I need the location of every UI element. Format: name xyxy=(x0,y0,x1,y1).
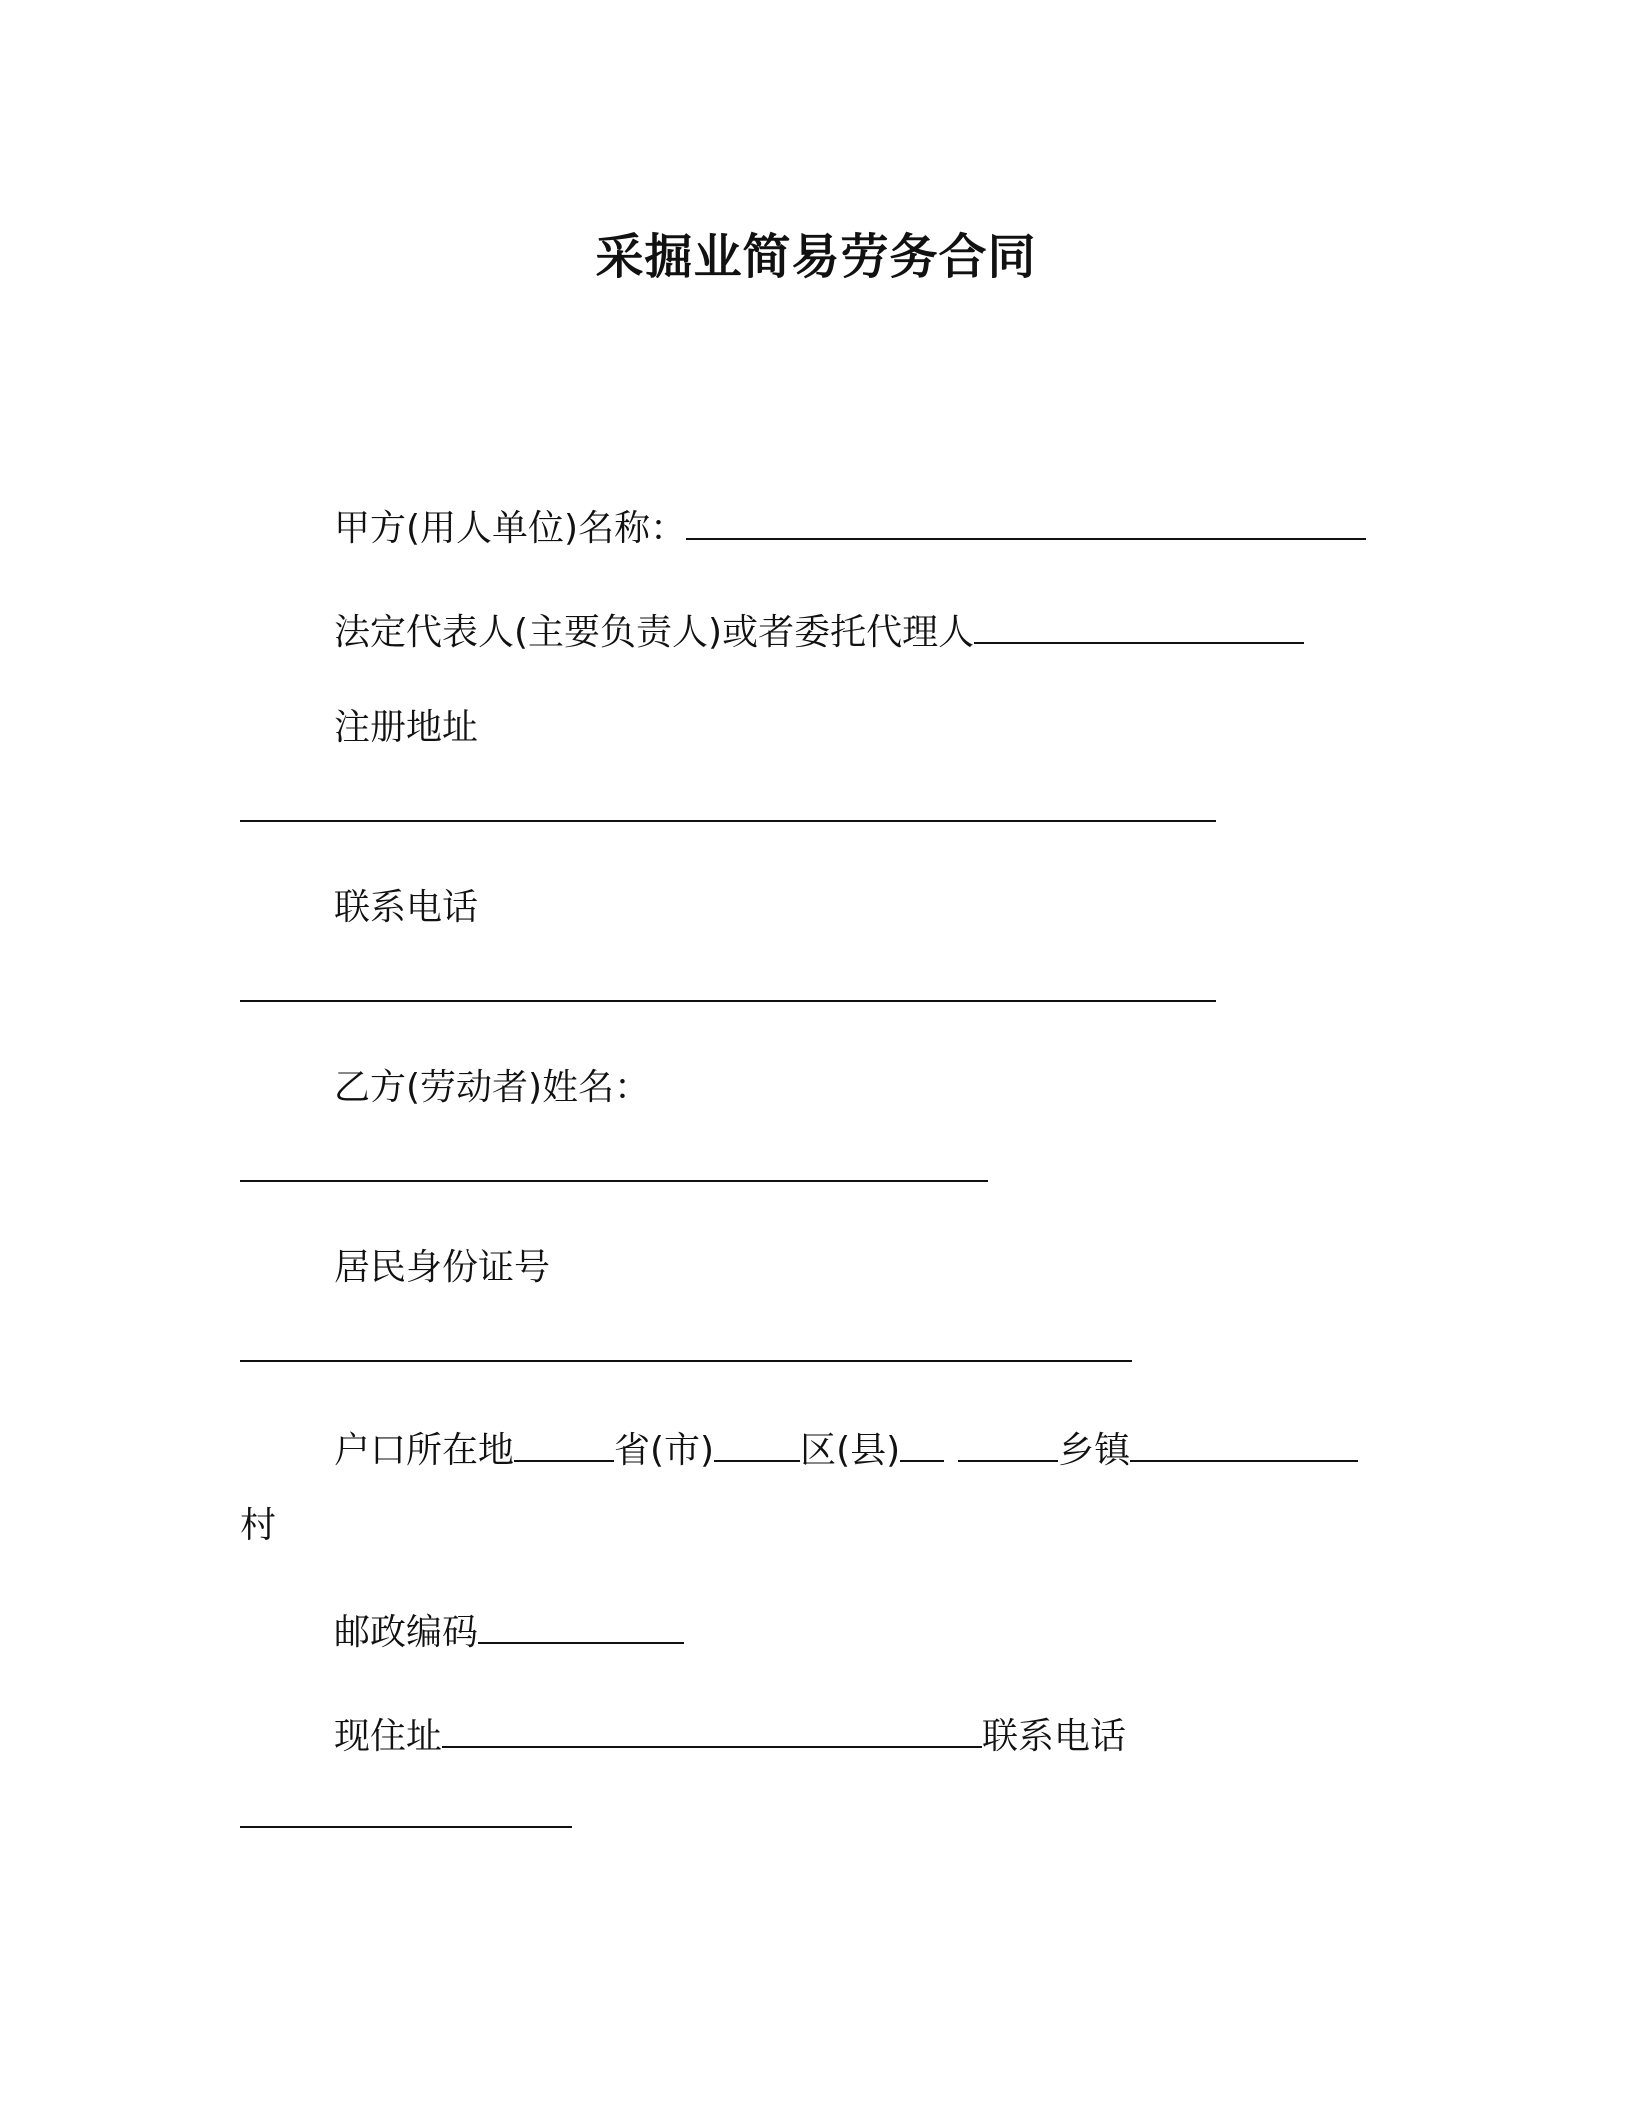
postcode-field[interactable] xyxy=(478,1608,684,1644)
phone-a-label: 联系电话 xyxy=(334,887,479,928)
legal-rep-row xyxy=(334,608,1304,655)
id-number-label: 居民身份证号 xyxy=(334,1247,551,1288)
party-a-name-label: 甲方(用人单位)名称： xyxy=(334,508,687,549)
household-district-label: 区(县) xyxy=(800,1430,901,1471)
household-blank-2[interactable] xyxy=(714,1426,800,1462)
household-town-label: 乡镇 xyxy=(1058,1430,1131,1471)
party-b-name-row xyxy=(334,1066,650,1110)
household-row xyxy=(334,1426,1358,1473)
phone-a-field-row xyxy=(240,966,1216,1013)
household-blank-3[interactable] xyxy=(900,1426,944,1462)
phone-b-field-row xyxy=(240,1792,572,1839)
postcode-label: 邮政编码 xyxy=(334,1612,479,1653)
party-a-name-field[interactable] xyxy=(686,504,1366,540)
document-title: 采掘业简易劳务合同 xyxy=(595,229,1037,285)
phone-b-label: 联系电话 xyxy=(982,1716,1127,1757)
party-b-name-field-row xyxy=(240,1146,988,1193)
household-label: 户口所在地 xyxy=(334,1430,515,1471)
phone-a-field[interactable] xyxy=(240,966,1216,1002)
current-address-field[interactable] xyxy=(442,1712,982,1748)
legal-rep-label: 法定代表人(主要负责人)或者委托代理人 xyxy=(334,612,975,653)
household-blank-1[interactable] xyxy=(514,1426,614,1462)
household-blank-5[interactable] xyxy=(1130,1426,1358,1462)
current-address-row xyxy=(334,1712,1126,1759)
household-province-label: 省(市) xyxy=(614,1430,715,1471)
party-a-name-row xyxy=(334,504,1366,551)
reg-address-field[interactable] xyxy=(240,786,1216,822)
phone-b-field[interactable] xyxy=(240,1792,572,1828)
current-address-label: 现住址 xyxy=(334,1716,443,1757)
party-b-name-field[interactable] xyxy=(240,1146,988,1182)
legal-rep-field[interactable] xyxy=(974,608,1304,644)
party-b-name-label: 乙方(劳动者)姓名： xyxy=(334,1067,651,1108)
household-village-row xyxy=(240,1504,276,1548)
id-number-row xyxy=(334,1246,550,1290)
household-village-label: 村 xyxy=(240,1505,277,1546)
phone-a-row xyxy=(334,886,478,930)
reg-address-row xyxy=(334,706,478,750)
postcode-row xyxy=(334,1608,684,1655)
id-number-field-row xyxy=(240,1326,1132,1373)
reg-address-label: 注册地址 xyxy=(334,707,479,748)
id-number-field[interactable] xyxy=(240,1326,1132,1362)
household-blank-4[interactable] xyxy=(958,1426,1058,1462)
reg-address-field-row xyxy=(240,786,1216,833)
